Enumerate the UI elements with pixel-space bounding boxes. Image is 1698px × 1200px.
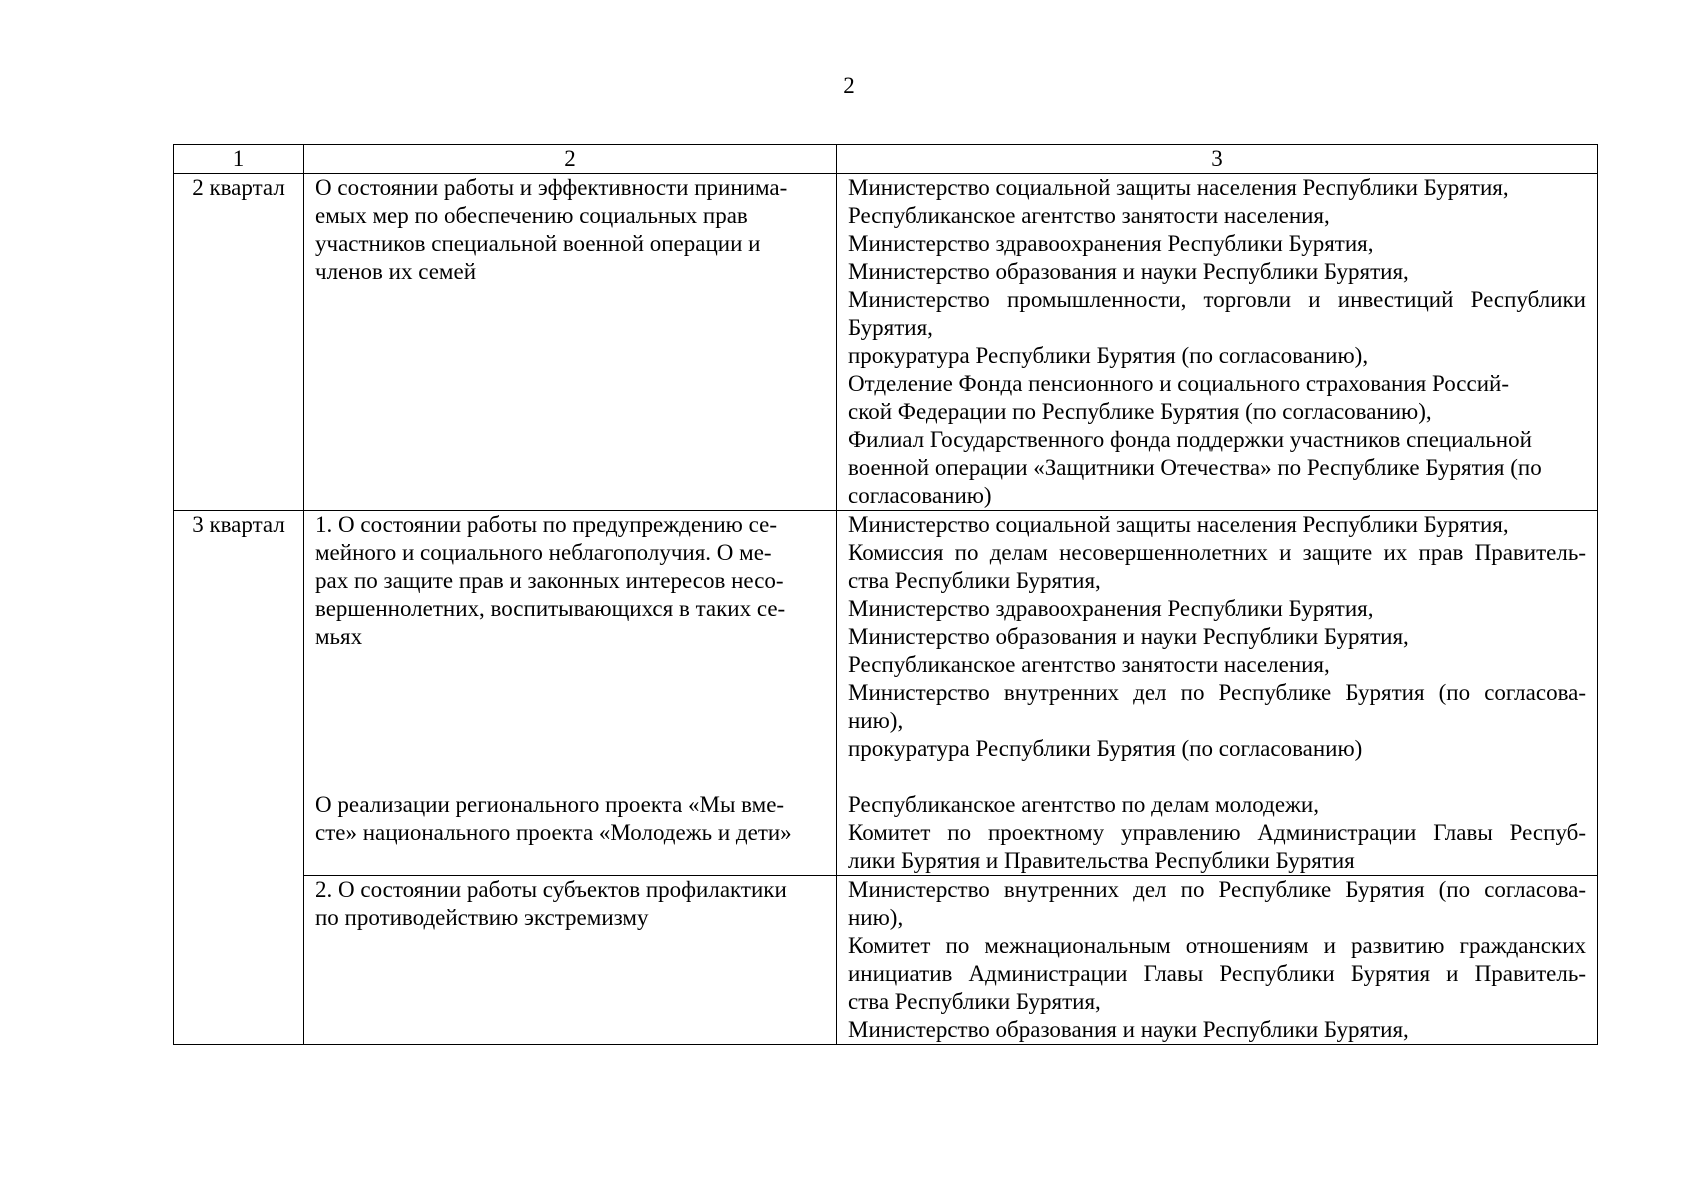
table-row <box>174 174 1598 511</box>
responsible-line: Республиканское агентство занятости населения, <box>848 203 1330 228</box>
responsible-line: ской Федерации по Республике Бурятия (по согласованию), <box>848 399 1432 424</box>
topic-line: О состоянии работы и эффективности принима- <box>315 175 788 200</box>
topic-line: по противодействию экстремизму <box>315 905 649 930</box>
responsible-line: нию), <box>848 905 904 930</box>
responsible-line: Министерство здравоохранения Республики Бурятия, <box>848 231 1374 256</box>
sub-topic-line: О реализации регионального проекта «Мы вме- <box>315 792 785 817</box>
responsible-line: Отделение Фонда пенсионного и социального страхования Россий- <box>848 371 1509 396</box>
responsible-line: Бурятия, <box>848 315 933 340</box>
spacer <box>848 763 1586 791</box>
responsible-line: ства Республики Бурятия, <box>848 989 1101 1014</box>
sub-responsible-line: Республиканское агентство по делам молодежи, <box>848 792 1319 817</box>
column-number-2: 2 <box>304 145 837 174</box>
responsible-line: Министерство внутренних дел по Республике Бурятия (по согласова- <box>848 680 1586 705</box>
plan-table <box>173 144 1598 1045</box>
topic-line: емых мер по обеспечению социальных прав <box>315 203 748 228</box>
responsible-line: согласованию) <box>848 483 992 508</box>
spacer <box>315 763 825 791</box>
topic-line: мьях <box>315 624 363 649</box>
responsible-line: Комитет по межнациональным отношениям и развитию гражданских <box>848 933 1586 958</box>
spacer <box>315 707 825 735</box>
responsible-line: Министерство социальной защиты населения Республики Бурятия, <box>848 175 1509 200</box>
topic-line: участников специальной военной операции и <box>315 231 761 256</box>
responsible-line: нию), <box>848 708 904 733</box>
responsible-line: Министерство образования и науки Республики Бурятия, <box>848 624 1409 649</box>
responsible-line: военной операции «Защитники Отечества» по Республике Бурятия (по <box>848 455 1542 480</box>
responsible-line: Министерство здравоохранения Республики Бурятия, <box>848 596 1374 621</box>
page-number: 2 <box>843 73 855 98</box>
column-number-1: 1 <box>174 145 304 174</box>
responsible-line: Филиал Государственного фонда поддержки участников специальной <box>848 427 1532 452</box>
responsible-cell <box>837 876 1598 1045</box>
responsible-line: Министерство промышленности, торговли и инвестиций Республики <box>848 287 1586 312</box>
topic-cell <box>304 174 837 511</box>
topic-line: 1. О состоянии работы по предупреждению се- <box>315 512 777 537</box>
spacer <box>315 735 825 763</box>
responsible-line: Комиссия по делам несовершеннолетних и защите их прав Правитель- <box>848 540 1586 565</box>
responsible-line: инициатив Администрации Главы Республики Бурятия и Правитель- <box>848 961 1586 986</box>
topic-cell <box>304 876 837 1045</box>
table-header-row <box>174 145 1598 174</box>
table-row <box>174 876 1598 1045</box>
table-row <box>174 511 1598 876</box>
responsible-line: ства Республики Бурятия, <box>848 568 1101 593</box>
column-number-3: 3 <box>837 145 1598 174</box>
responsible-cell <box>837 511 1598 876</box>
responsible-line: Министерство образования и науки Республики Бурятия, <box>848 1017 1409 1042</box>
spacer <box>315 651 825 679</box>
topic-line: рах по защите прав и законных интересов несо- <box>315 568 784 593</box>
quarter-cell: 2 квартал <box>174 174 304 511</box>
responsible-line: прокуратура Республики Бурятия (по согласованию) <box>848 736 1363 761</box>
responsible-cell <box>837 174 1598 511</box>
topic-line: вершеннолетних, воспитывающихся в таких се- <box>315 596 786 621</box>
responsible-line: Республиканское агентство занятости населения, <box>848 652 1330 677</box>
topic-line: 2. О состоянии работы субъектов профилактики <box>315 877 787 902</box>
spacer <box>315 679 825 707</box>
responsible-line: Министерство социальной защиты населения Республики Бурятия, <box>848 512 1509 537</box>
sub-responsible-line: лики Бурятия и Правительства Республики Бурятия <box>848 848 1355 873</box>
sub-topic-line: сте» национального проекта «Молодежь и дети» <box>315 820 792 845</box>
responsible-line: Министерство внутренних дел по Республике Бурятия (по согласова- <box>848 877 1586 902</box>
responsible-line: прокуратура Республики Бурятия (по согласованию), <box>848 343 1369 368</box>
quarter-cell: 3 квартал <box>174 511 304 1045</box>
topic-line: мейного и социального неблагополучия. О ме- <box>315 540 772 565</box>
topic-line: членов их семей <box>315 259 476 284</box>
sub-responsible-line: Комитет по проектному управлению Администрации Главы Респуб- <box>848 820 1586 845</box>
responsible-line: Министерство образования и науки Республики Бурятия, <box>848 259 1409 284</box>
topic-cell <box>304 511 837 876</box>
